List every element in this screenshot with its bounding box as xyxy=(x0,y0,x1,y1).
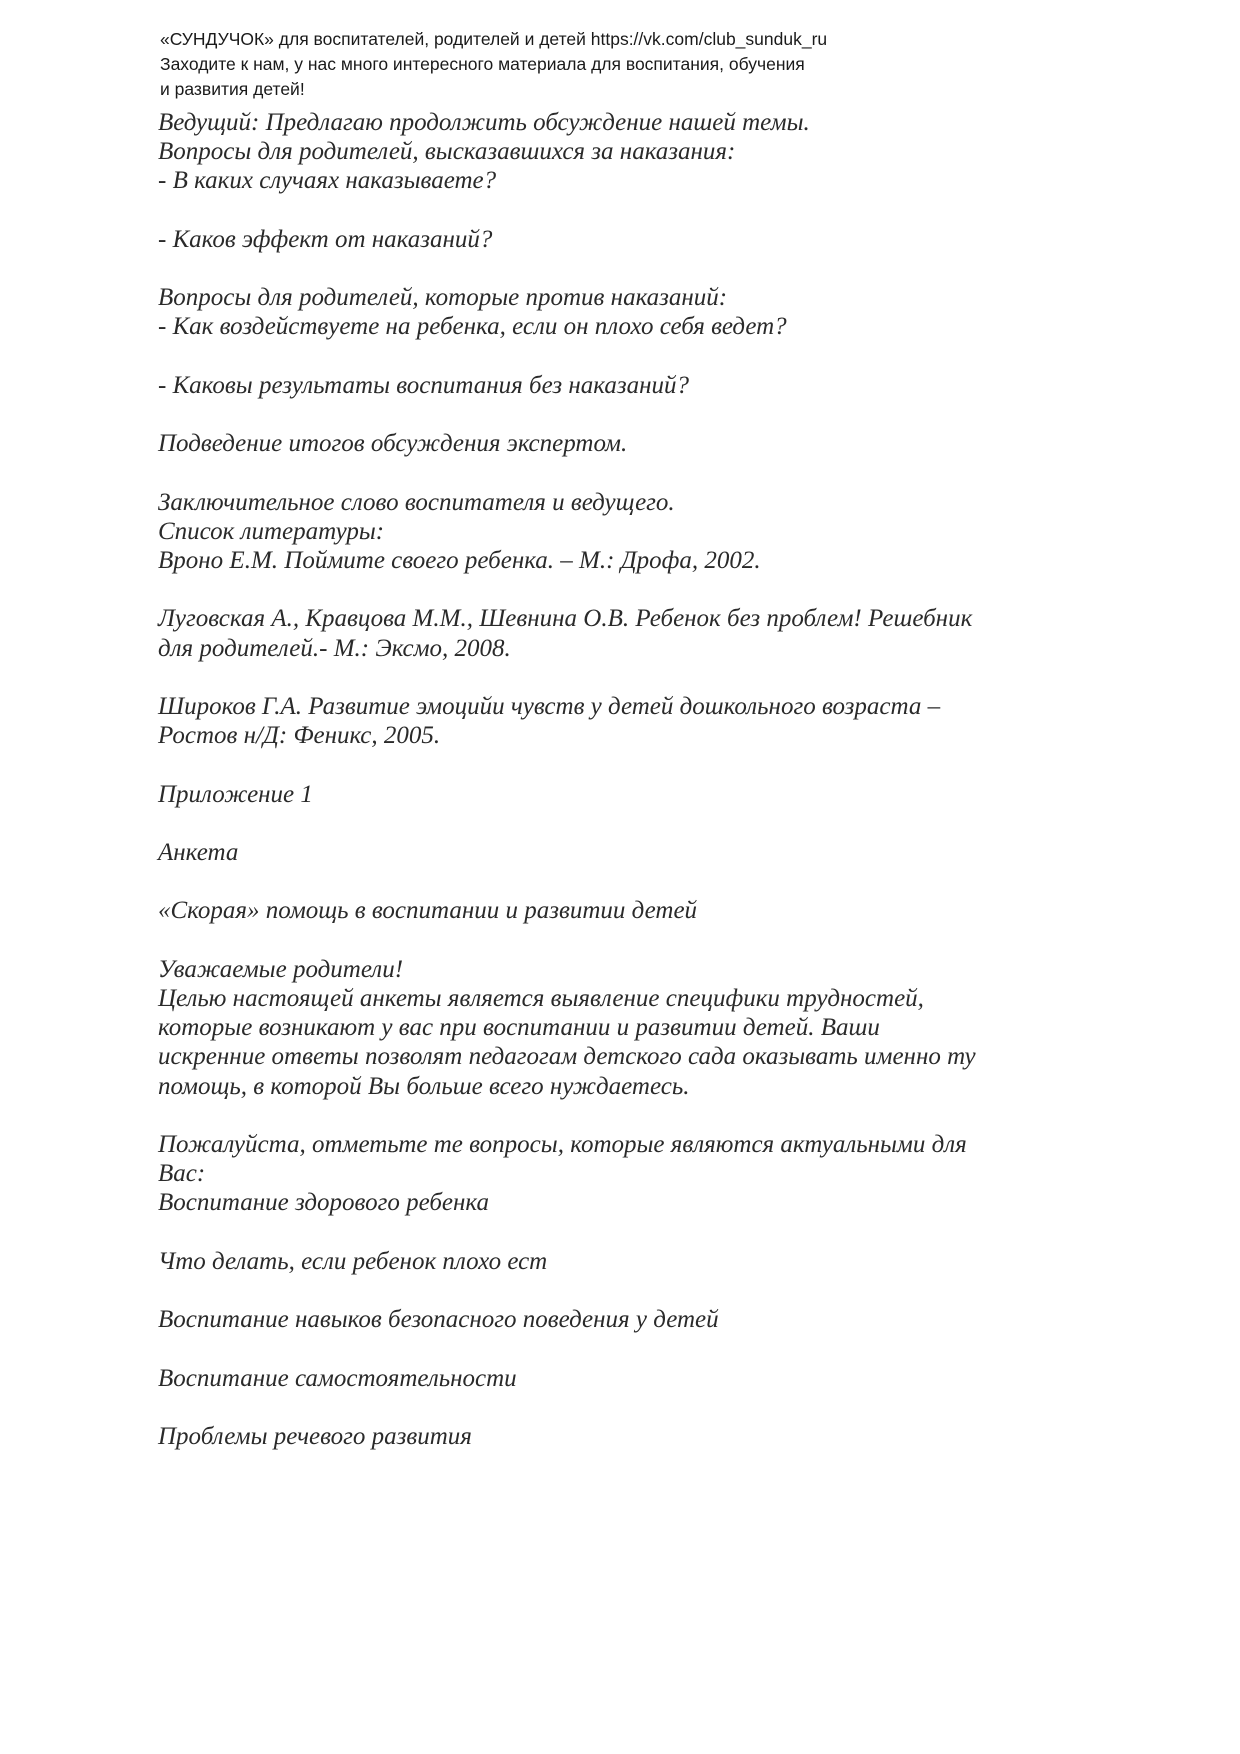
paragraph xyxy=(158,1364,1058,1393)
text-line: Ростов н/Д: Феникс, 2005. xyxy=(158,722,441,750)
document-body xyxy=(158,108,1058,1480)
header-line: Заходите к нам, у нас много интересного материала для воспитания, обучения xyxy=(160,54,805,74)
paragraph xyxy=(158,1422,1058,1451)
text-line: которые возникают у вас при воспитании и развитии детей. Ваши xyxy=(158,1014,880,1042)
text-line: Вопросы для родителей, которые против наказаний: xyxy=(158,284,728,312)
paragraph xyxy=(158,1247,1058,1276)
text-line: «Скорая» помощь в воспитании и развитии детей xyxy=(158,897,698,925)
text-line: Уважаемые родители! xyxy=(158,955,404,983)
paragraph xyxy=(158,488,1058,576)
text-line: Воспитание здорового ребенка xyxy=(158,1189,489,1217)
text-line: Вас: xyxy=(158,1160,206,1188)
text-line: - Как воздействуете на ребенка, если он плохо себя ведет? xyxy=(158,313,787,341)
paragraph xyxy=(158,1305,1058,1334)
text-line: Вроно Е.М. Поймите своего ребенка. – М.: Дрофа, 2002. xyxy=(158,546,761,574)
paragraph xyxy=(158,838,1058,867)
paragraph xyxy=(158,225,1058,254)
text-line: Луговская А., Кравцова М.М., Шевнина О.В. Ребенок без проблем! Решебник xyxy=(158,605,973,633)
header-line: «СУНДУЧОК» для воспитателей, родителей и детей https://vk.com/club_sunduk_ru xyxy=(160,29,828,49)
text-line: Список литературы: xyxy=(158,517,385,545)
paragraph xyxy=(158,108,1058,196)
text-line: Широков Г.А. Развитие эмоцийи чувств у детей дошкольного возраста – xyxy=(158,692,941,720)
text-line: Заключительное слово воспитателя и ведущего. xyxy=(158,488,675,516)
text-line: для родителей.- М.: Эксмо, 2008. xyxy=(158,634,511,662)
text-line: Вопросы для родителей, высказавшихся за наказания: xyxy=(158,138,736,166)
paragraph xyxy=(158,955,1058,1101)
text-line: - Каков эффект от наказаний? xyxy=(158,225,493,253)
text-line: - В каких случаях наказываете? xyxy=(158,167,497,195)
paragraph xyxy=(158,604,1058,662)
page-header xyxy=(160,27,827,102)
text-line: Что делать, если ребенок плохо ест xyxy=(158,1247,548,1275)
text-line: Целью настоящей анкеты является выявление специфики трудностей, xyxy=(158,984,924,1012)
text-line: Воспитание самостоятельности xyxy=(158,1364,517,1392)
text-line: Подведение итогов обсуждения экспертом. xyxy=(158,430,628,458)
text-line: помощь, в которой Вы больше всего нуждаетесь. xyxy=(158,1072,690,1100)
text-line: Воспитание навыков безопасного поведения у детей xyxy=(158,1306,719,1334)
paragraph xyxy=(158,692,1058,750)
text-line: Приложение 1 xyxy=(158,780,313,808)
text-line: Пожалуйста, отметьте те вопросы, которые являются актуальными для xyxy=(158,1130,967,1158)
text-line: Проблемы речевого развития xyxy=(158,1422,472,1450)
paragraph xyxy=(158,429,1058,458)
paragraph xyxy=(158,780,1058,809)
paragraph xyxy=(158,896,1058,925)
header-line: и развития детей! xyxy=(160,79,305,99)
text-line: искренние ответы позволят педагогам детского сада оказывать именно ту xyxy=(158,1043,976,1071)
paragraph xyxy=(158,1130,1058,1218)
text-line: Ведущий: Предлагаю продолжить обсуждение нашей темы. xyxy=(158,109,810,136)
paragraph xyxy=(158,371,1058,400)
text-line: - Каковы результаты воспитания без наказаний? xyxy=(158,371,689,399)
paragraph xyxy=(158,283,1058,341)
text-line: Анкета xyxy=(158,838,239,866)
